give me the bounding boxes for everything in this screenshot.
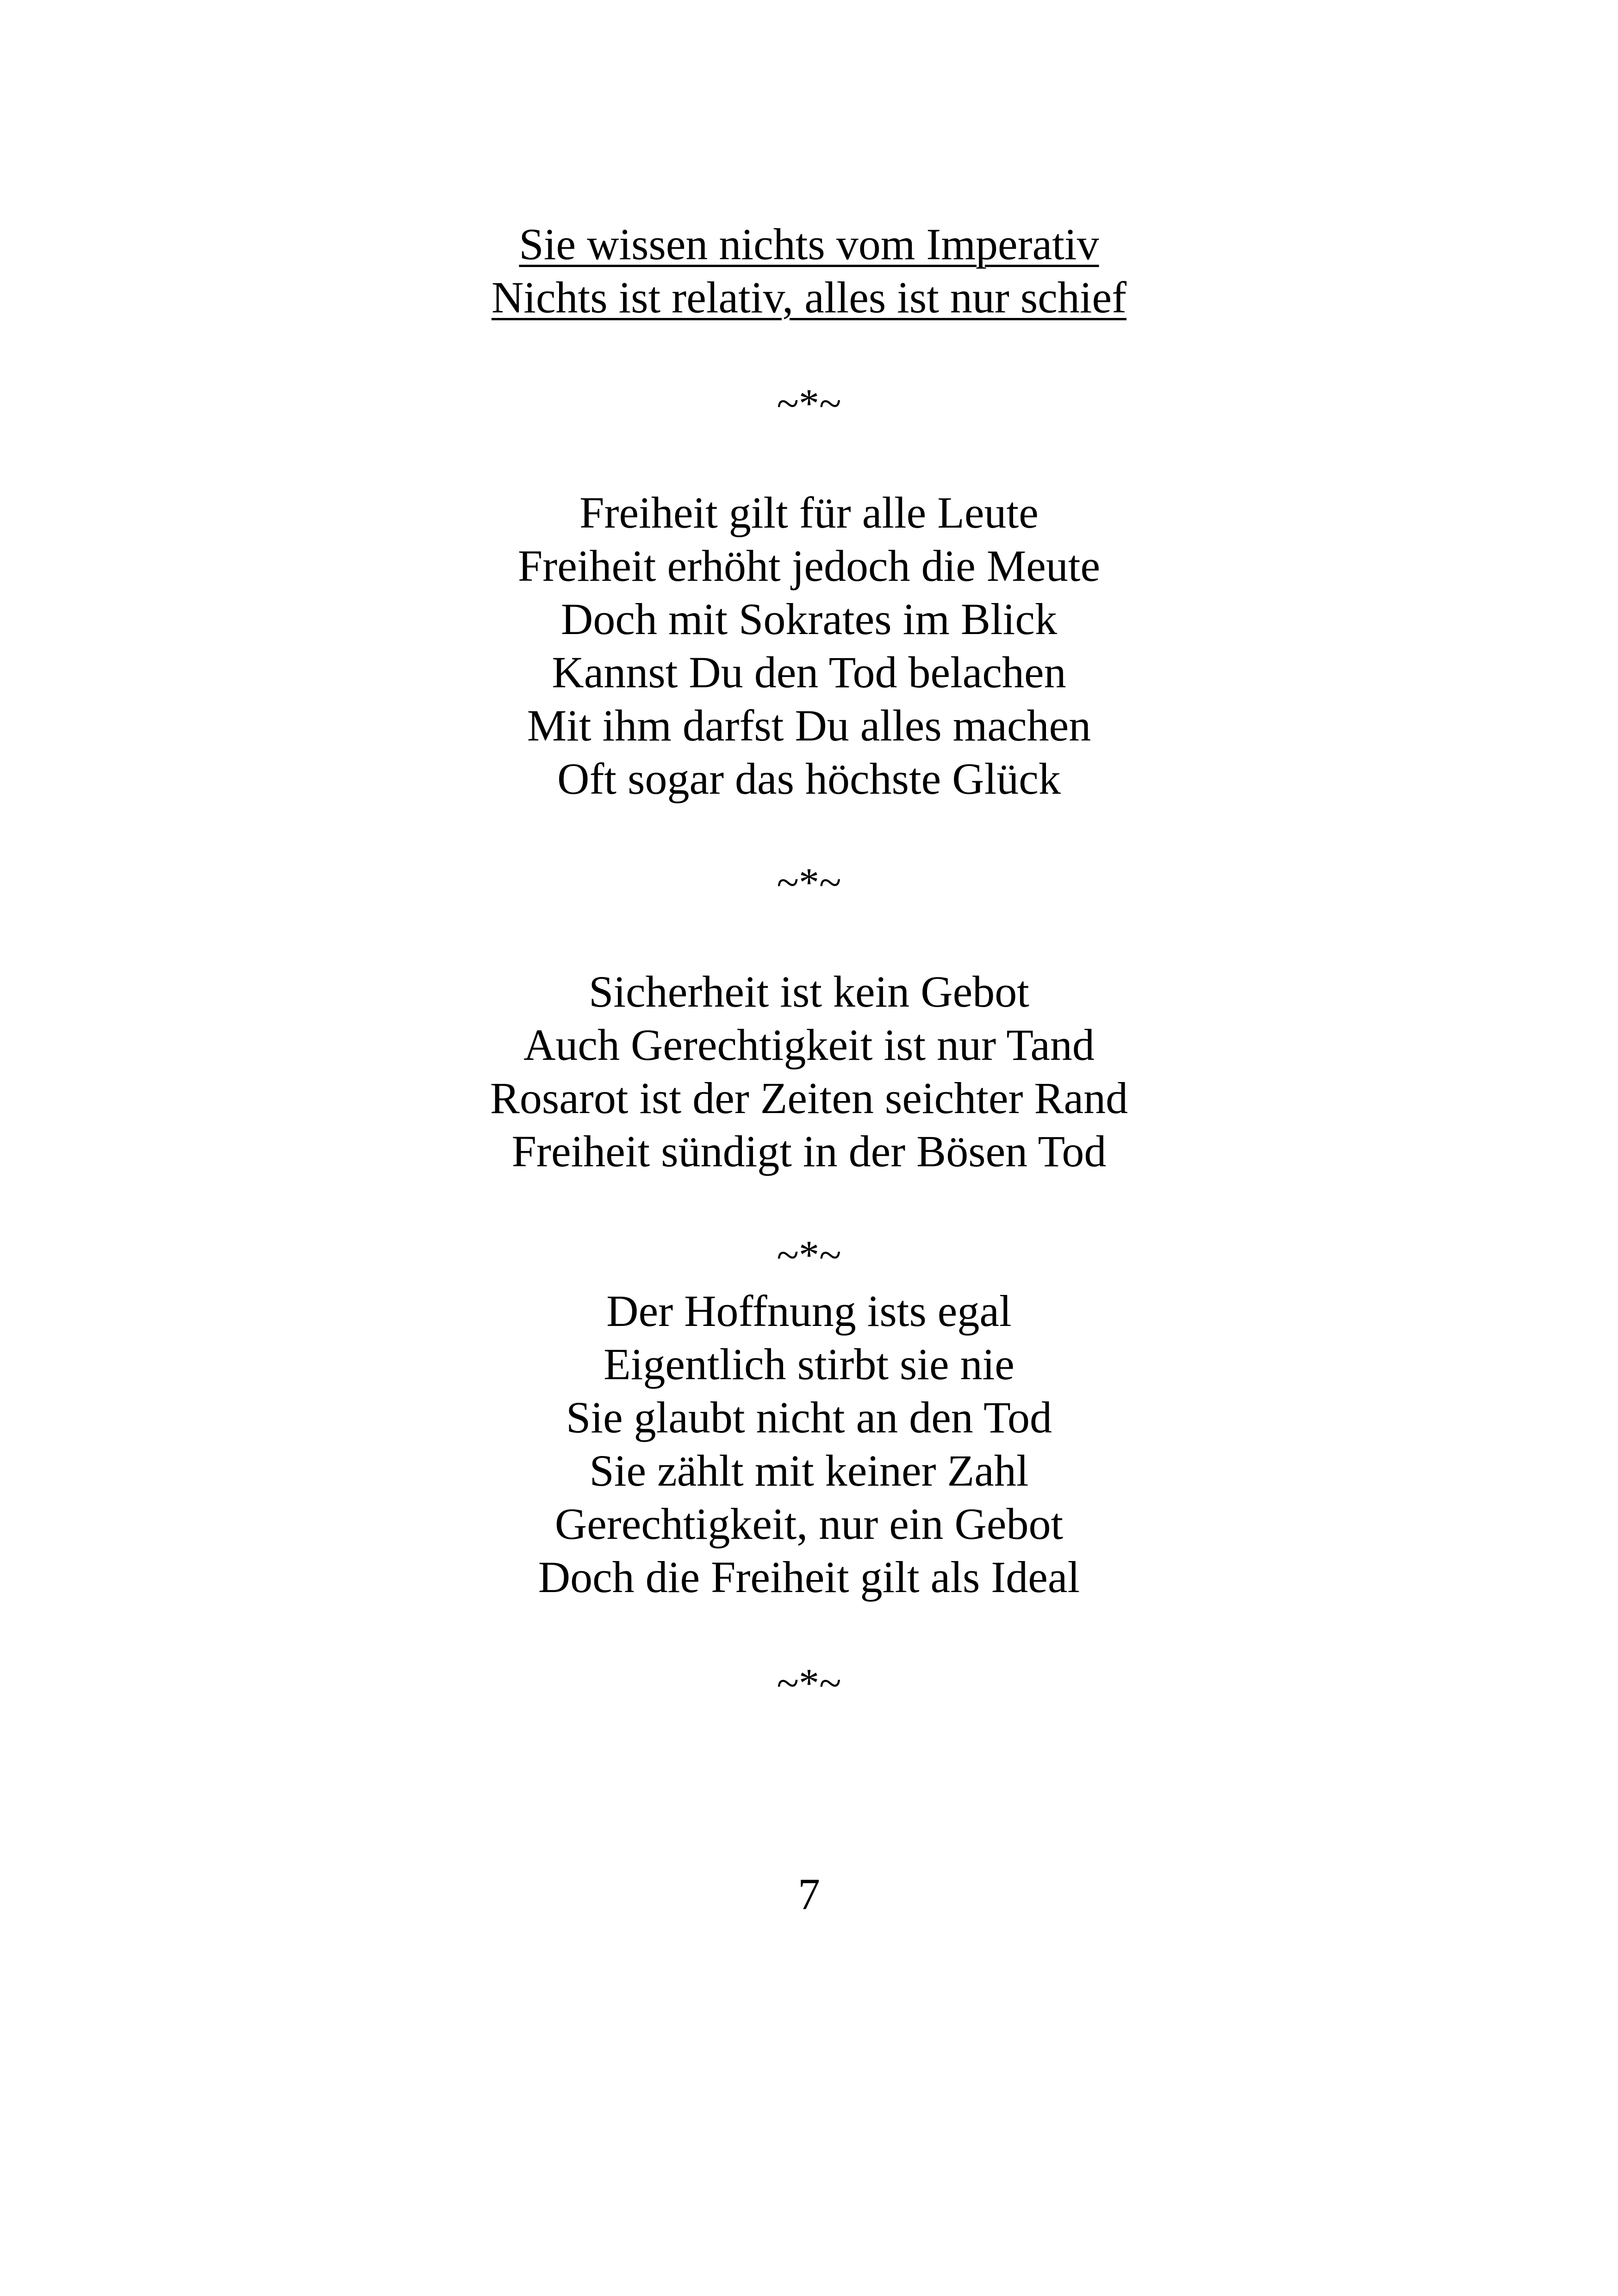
stanza-3-line-5: Gerechtigkeit, nur ein Gebot (554, 1499, 1064, 1549)
stanza-3-line-6: Doch die Freiheit gilt als Ideal (538, 1552, 1080, 1602)
stanza-3-line-4: Sie zählt mit keiner Zahl (589, 1446, 1029, 1495)
stanza-3-line-3: Sie glaubt nicht an den Tod (566, 1393, 1052, 1442)
stanza-3-line-1: Der Hoffnung ists egal (606, 1286, 1012, 1336)
separator-2: ~*~ (777, 860, 841, 905)
separator-4: ~*~ (777, 1661, 841, 1706)
intro-line-1: Sie wissen nichts vom Imperativ (519, 219, 1099, 269)
stanza-1-line-2: Freiheit erhöht jedoch die Meute (517, 541, 1101, 591)
stanza-2-line-4: Freiheit sündigt in der Bösen Tod (511, 1126, 1107, 1176)
stanza-2-line-2: Auch Gerechtigkeit ist nur Tand (523, 1020, 1095, 1070)
stanza-1-line-3: Doch mit Sokrates im Blick (561, 594, 1057, 644)
intro-line-2: Nichts ist relativ, alles ist nur schief (491, 273, 1127, 322)
stanza-1-line-6: Oft sogar das höchste Glück (557, 754, 1061, 803)
page-number: 7 (798, 1869, 820, 1919)
stanza-2-line-3: Rosarot ist der Zeiten seichter Rand (490, 1073, 1128, 1123)
stanza-1-line-1: Freiheit gilt für alle Leute (579, 488, 1039, 537)
stanza-1-line-5: Mit ihm darfst Du alles machen (527, 701, 1091, 750)
separator-1: ~*~ (777, 381, 841, 426)
stanza-2-line-1: Sicherheit ist kein Gebot (589, 967, 1029, 1016)
separator-3: ~*~ (777, 1233, 841, 1278)
stanza-1-line-4: Kannst Du den Tod belachen (552, 647, 1066, 697)
stanza-3-line-2: Eigentlich stirbt sie nie (604, 1339, 1014, 1389)
